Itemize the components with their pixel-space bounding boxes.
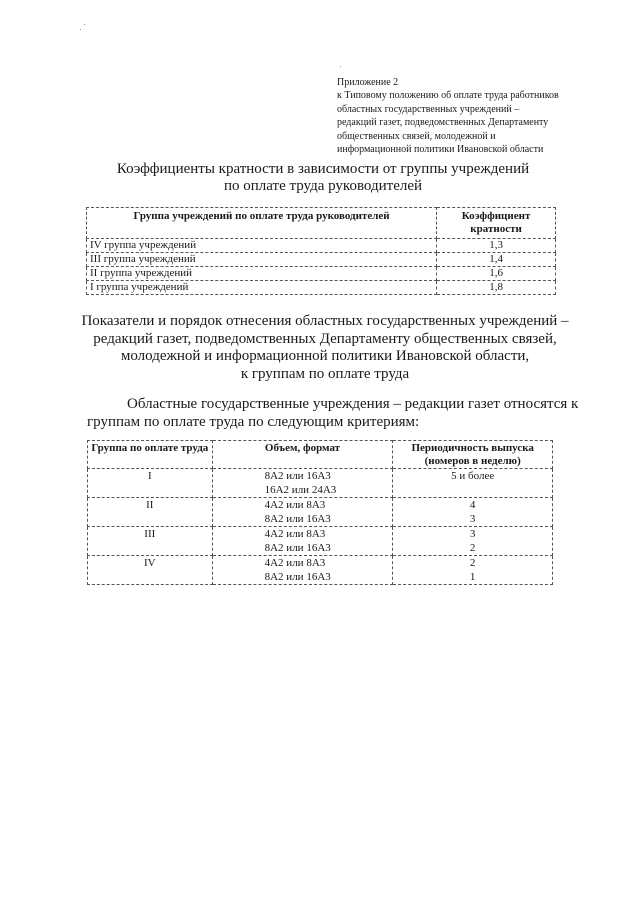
format-line: 4А2 или 8А3 xyxy=(264,557,326,569)
scan-speck xyxy=(340,66,341,67)
cell-group: III группа учреждений xyxy=(87,253,437,267)
title-line: по оплате труда руководителей xyxy=(223,177,423,194)
appendix-line: информационной политики Ивановской области xyxy=(337,144,544,156)
cell-coefficient: 1,4 xyxy=(437,253,556,267)
scan-speck xyxy=(84,24,85,25)
header-group: Группа учреждений по оплате труда руководителей xyxy=(87,208,437,239)
table-row xyxy=(88,556,553,585)
cell-coefficient: 1,6 xyxy=(437,267,556,281)
table-row xyxy=(87,253,556,267)
format-line: 8А2 или 16А3 xyxy=(264,470,331,482)
cell-format xyxy=(212,469,393,498)
header-coefficient: Коэффициент кратности xyxy=(437,208,556,239)
title-line: к группам по оплате труда xyxy=(240,365,410,382)
format-line: 16А2 или 24А3 xyxy=(264,484,337,496)
cell-group: I группа учреждений xyxy=(87,281,437,295)
frequency-line: 2 xyxy=(469,542,476,554)
title-line: молодежной и информационной политики Ивановской области, xyxy=(120,348,530,365)
table-row xyxy=(87,239,556,253)
cell-group: I xyxy=(88,469,213,498)
appendix-line: общественных связей, молодежной и xyxy=(337,130,496,142)
table-header-row xyxy=(87,208,556,239)
criteria-table xyxy=(87,440,553,585)
cell-frequency xyxy=(393,498,553,527)
cell-frequency xyxy=(393,527,553,556)
appendix-header xyxy=(337,76,597,156)
title-line: редакций газет, подведомственных Департаменту общественных связей, xyxy=(93,330,557,347)
title-line: Показатели и порядок отнесения областных государственных учреждений – xyxy=(81,313,569,329)
frequency-line: 4 xyxy=(469,499,476,511)
paragraph-line: Областные государственные учреждения – редакции газет относятся к xyxy=(127,396,579,412)
coefficient-table xyxy=(86,207,556,295)
format-line: 8А2 или 16А3 xyxy=(264,542,331,554)
frequency-line: 2 xyxy=(469,557,476,569)
appendix-line: к Типовому положению об оплате труда работников xyxy=(337,90,559,102)
cell-group: III xyxy=(88,527,213,556)
table-row xyxy=(87,281,556,295)
appendix-line: областных государственных учреждений – xyxy=(337,103,520,115)
cell-frequency xyxy=(393,556,553,585)
frequency-line xyxy=(396,483,549,497)
cell-group: IV xyxy=(88,556,213,585)
table-row xyxy=(87,267,556,281)
cell-group: II xyxy=(88,498,213,527)
format-line: 8А2 или 16А3 xyxy=(264,571,331,583)
table-row xyxy=(88,527,553,556)
format-line: 4А2 или 8А3 xyxy=(264,528,326,540)
cell-coefficient: 1,8 xyxy=(437,281,556,295)
table-row xyxy=(88,469,553,498)
header-group: Группа по оплате труда xyxy=(88,441,213,469)
cell-coefficient: 1,3 xyxy=(437,239,556,253)
table-row xyxy=(88,498,553,527)
cell-format xyxy=(212,498,393,527)
frequency-line: 1 xyxy=(469,571,476,583)
frequency-line: 3 xyxy=(469,528,476,540)
section2-title xyxy=(80,313,570,383)
cell-frequency xyxy=(393,469,553,498)
frequency-line: 5 и более xyxy=(451,470,495,482)
format-line: 4А2 или 8А3 xyxy=(264,499,326,511)
cell-format xyxy=(212,556,393,585)
format-line: 8А2 или 16А3 xyxy=(264,513,331,525)
cell-group: II группа учреждений xyxy=(87,267,437,281)
table-header-row xyxy=(88,441,553,469)
scan-speck xyxy=(80,29,81,30)
appendix-line: Приложение 2 xyxy=(337,77,399,88)
appendix-line: редакций газет, подведомственных Департаменту xyxy=(337,117,549,129)
header-frequency: Периодичность выпуска (номеров в неделю) xyxy=(393,441,553,469)
cell-group: IV группа учреждений xyxy=(87,239,437,253)
header-format: Объем, формат xyxy=(212,441,393,469)
cell-format xyxy=(212,527,393,556)
paragraph-line: группам по оплате труда по следующим критериям: xyxy=(87,413,420,430)
title-line: Коэффициенты кратности в зависимости от группы учреждений xyxy=(116,161,530,177)
frequency-line: 3 xyxy=(469,513,476,525)
criteria-paragraph xyxy=(87,396,579,431)
section1-title xyxy=(80,161,566,194)
